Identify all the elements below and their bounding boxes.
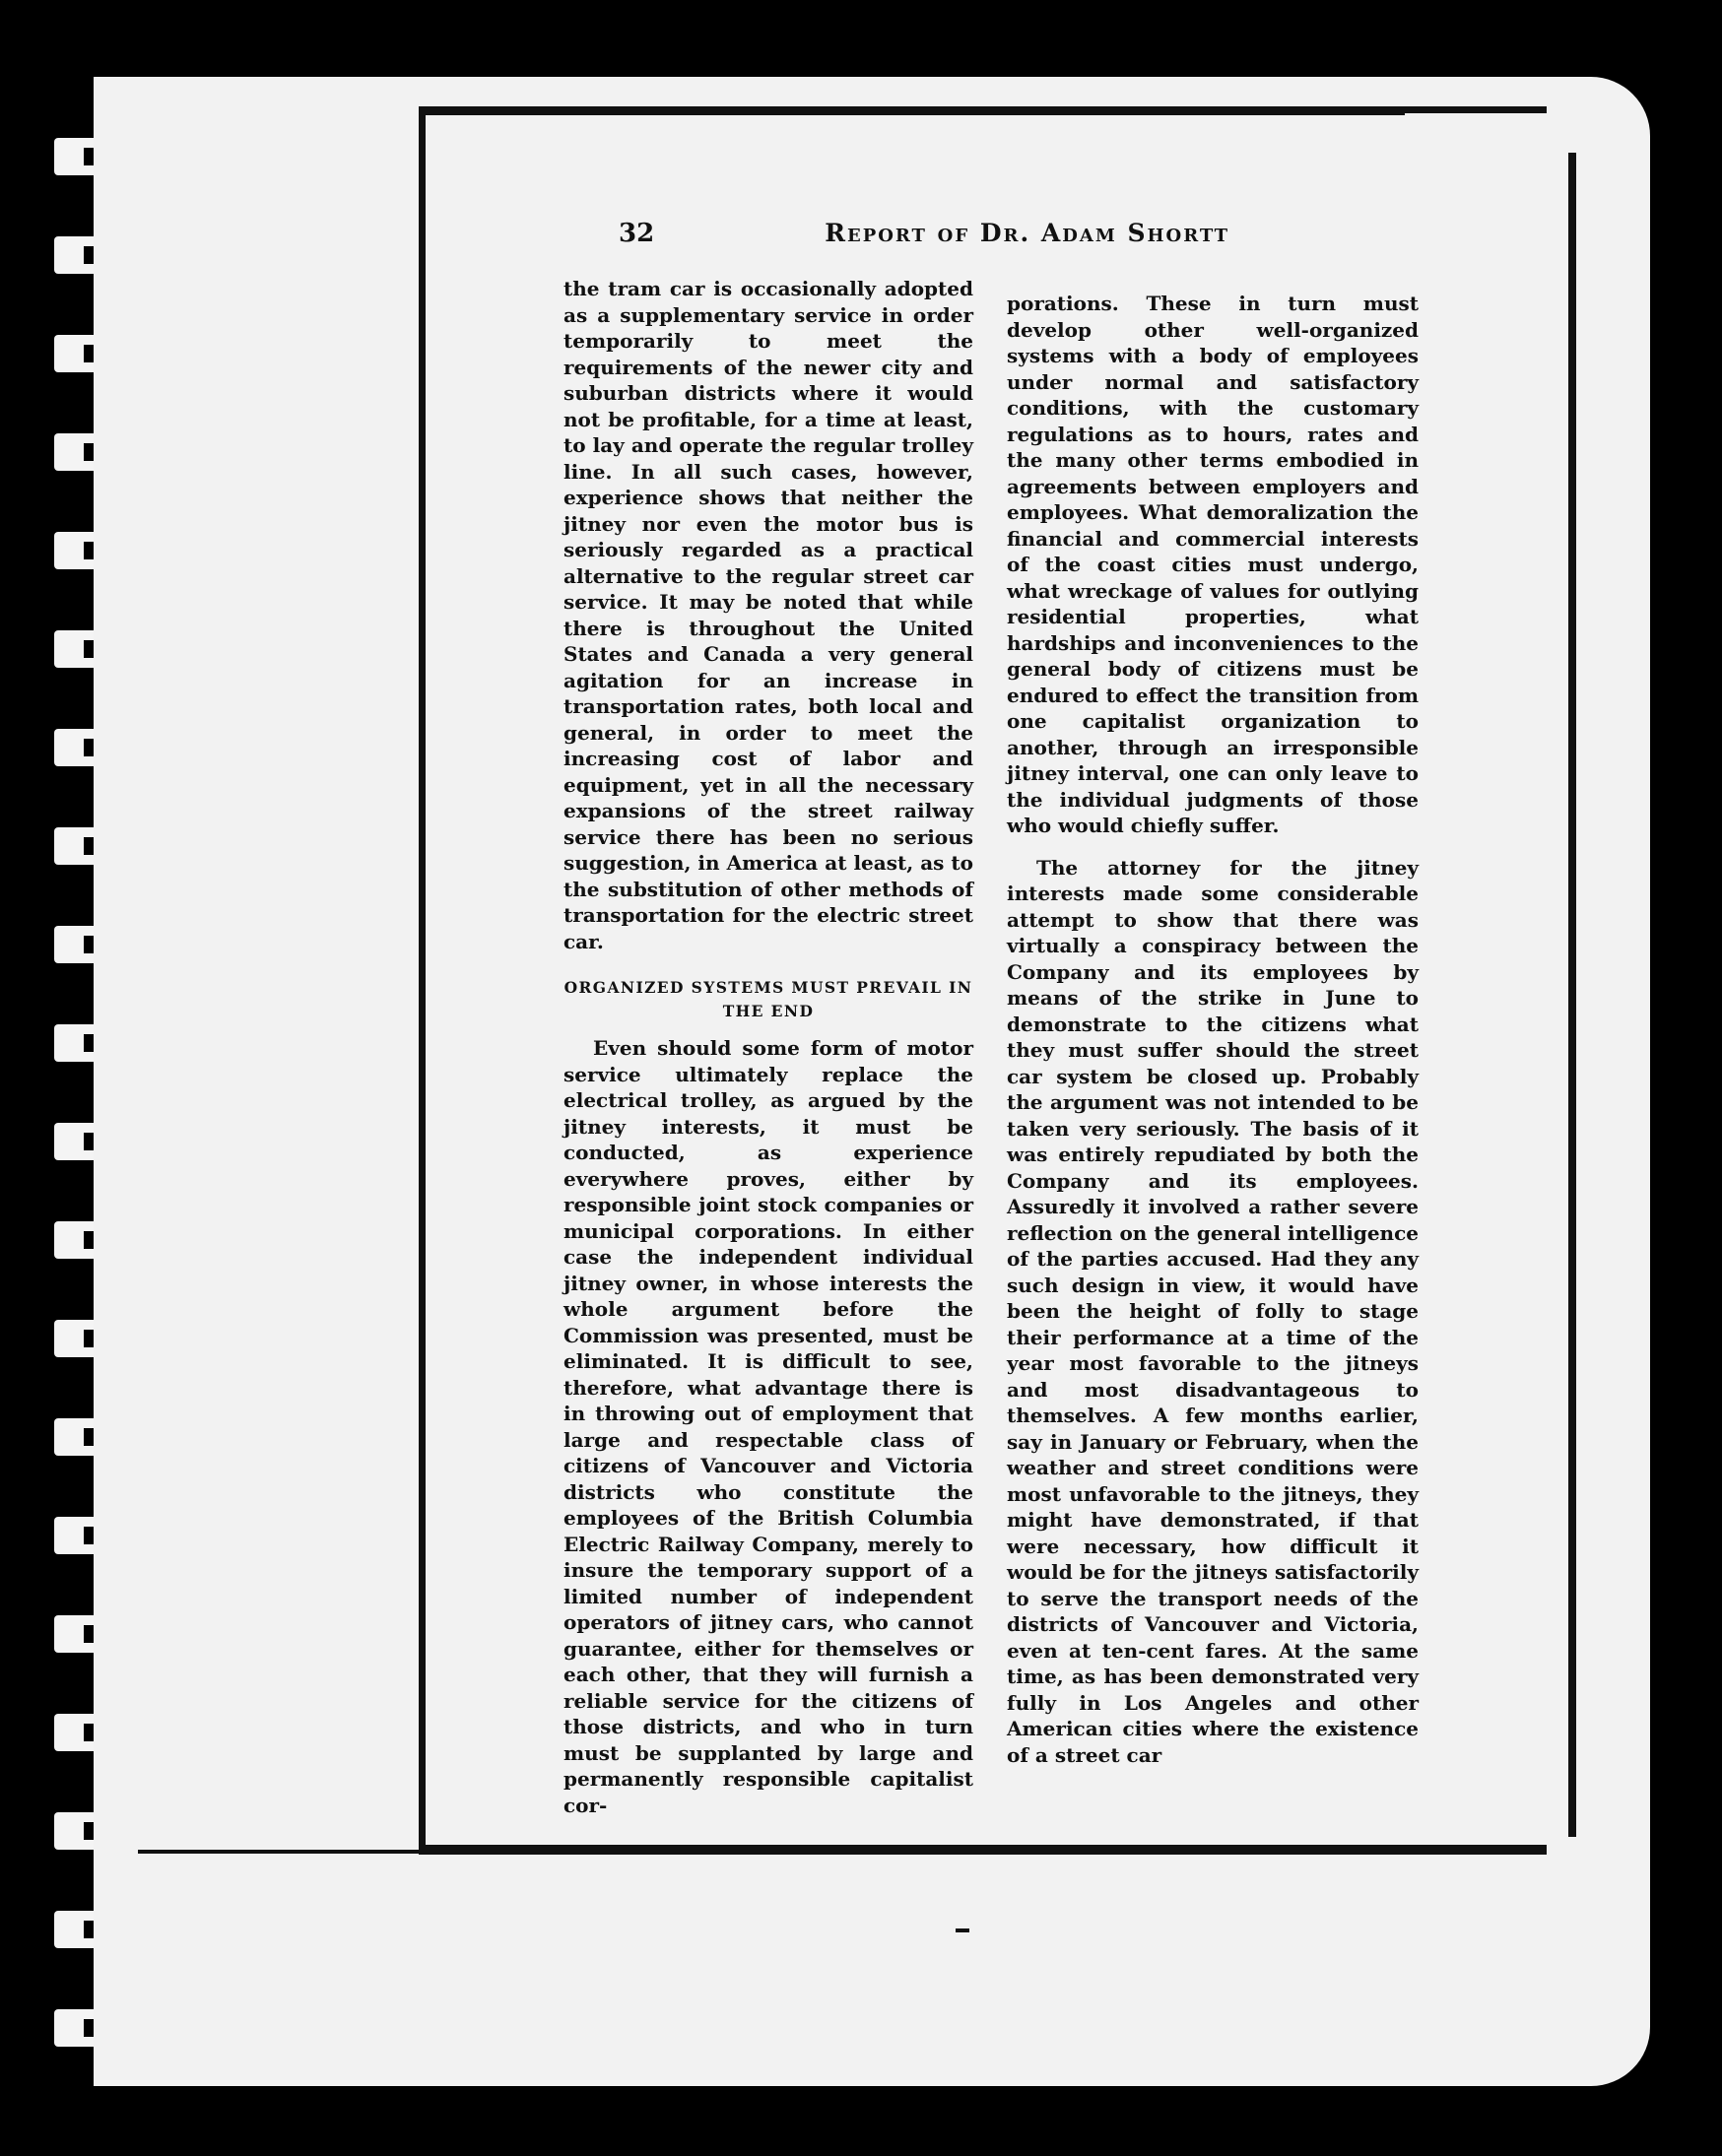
right-column [1007,291,1419,1768]
paragraph-gap [1007,839,1419,855]
page-number: 32 [619,219,655,248]
left-paragraph-2: Even should some form of motor service ultimately replace the electrical trolley, as argued by the jitney interests, it must be conducted, as experience everywhere proves, either by responsible joint stock companies or municipal corporations. In either case the independent individual jitney owner, in whose interests the whole argument before the Commission was presented, must be eliminated. It is difficult to see, therefore, what advantage there is in throwing out of employment that large and respectable class of citizens of Vancouver and Victoria districts who constitute the employees of the British Columbia Electric Railway Company, merely to insure the temporary support of a limited number of independent operators of jitney cars, who cannot guarantee, either for themselves or each other, that they will furnish a reliable service for the citizens of those districts, and who in turn must be supplanted by large and permanently responsible capitalist cor- [563,1036,973,1817]
bottom-rule [138,1850,1492,1854]
page-header [619,219,1229,254]
section-heading: ORGANIZED SYSTEMS MUST PREVAIL IN THE END [563,978,973,1020]
right-paragraph-1: porations. These in turn must develop other well-organized systems with a body of employees under normal and satisfactory conditions, with the customary regulations as to hours, rates and the many other terms embodied in agreements between employers and employees. What demoralization the financial and commercial interests of the coast cities must undergo, what wreckage of values for outlying residential properties, what hardships and inconveniences to the general body of citizens must be endured to effect the transition from one capitalist organization to another, through an irresponsible jitney interval, one can only leave to the individual judgments of those who would chiefly suffer. [1007,292,1419,837]
right-paragraph-2: The attorney for the jitney interests made some considerable attempt to show that there was virtually a conspiracy between the Company and its employees by means of the strike in June to demonstrate to the citizens what they must suffer should the street car system be closed up. Probably the argument was not intended to be taken very seriously. The basis of it was entirely repudiated by both the Company and its employees. Assuredly it involved a rather severe reflection on the general intelligence of the parties accused. Had they any such design in view, it would have been the height of folly to stage their performance at a time of the year most favorable to the jitneys and most disadvantageous to themselves. A few months earlier, say in January or February, when the weather and street conditions were most unfavorable to the jitneys, they might have demonstrated, if that were necessary, how difficult it would be for the jitneys satisfactorily to serve the transport needs of the districts of Vancouver and Victoria, even at ten-cent fares. At the same time, as has been demonstrated very fully in Los Angeles and other American cities where the existence of a street car [1007,855,1419,1767]
running-head: Report of Dr. Adam Shortt [825,219,1229,247]
left-column [563,276,973,1818]
bottom-mark [956,1928,969,1932]
left-paragraph-1: the tram car is occasionally adopted as a supplementary service in order temporarily to meet the requirements of the newer city and suburban districts where it would not be profitable, for a time at least, to lay and operate the regular trolley line. In all such cases, however, experience shows that neither the jitney nor even the motor bus is seriously regarded as a practical alternative to the regular street car service. It may be noted that while there is throughout the United States and Canada a very general agitation for an increase in transportation rates, both local and general, in order to meet the increasing cost of labor and equipment, yet in all the necessary expansions of the street railway service there has been no serious suggestion, in America at least, as to the substitution of other methods of transportation for the electric street car. [563,277,973,953]
